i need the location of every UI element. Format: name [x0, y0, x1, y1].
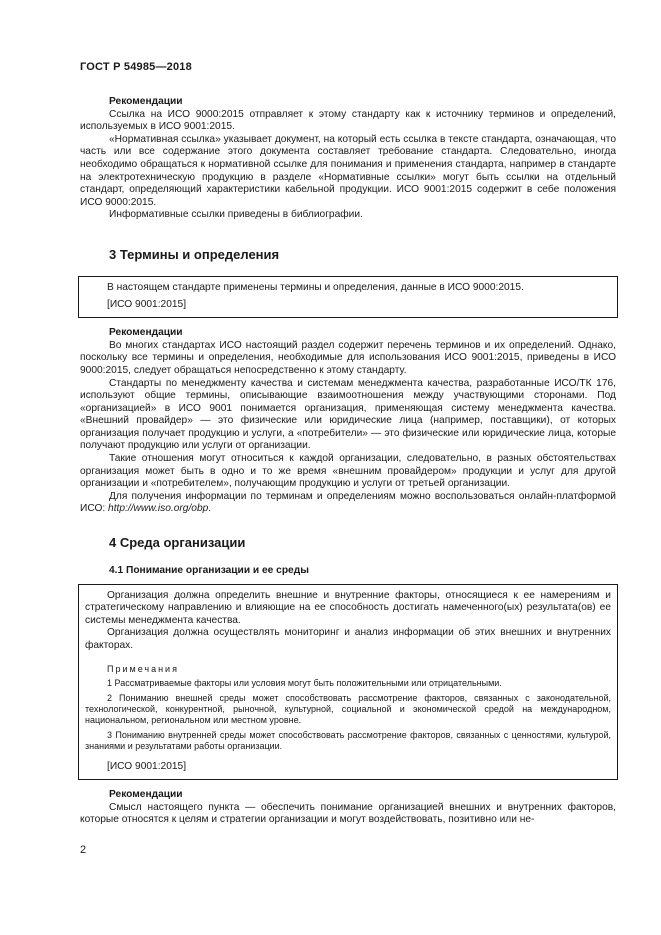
recommendations-title: Рекомендации — [109, 96, 183, 107]
paragraph: Ссылка на ИСО 9000:2015 отправляет к этому стандарту как к источнику терминов и определений, используемых в ИСО 9001:2015. — [80, 108, 616, 133]
box-paragraph: Организация должна определить внешние и внутренние факторы, относящиеся к ее намерениям и стратегическому направлению и влияющие на ее способность достигать намеченного(ых) результата(ов) ее системы менеджмента качества. — [85, 589, 611, 626]
notes-title: Примечания — [107, 663, 179, 674]
box-reference: [ИСО 9001:2015] — [107, 298, 187, 310]
note-item: 3 Пониманию внутренней среды может способствовать рассмотрение факторов, связанных с ценностями, культурой, знаниями и результатами работы организации. — [85, 729, 611, 752]
iso-obp-link[interactable]: http://www.iso.org/obp — [108, 503, 209, 515]
recommendations-title: Рекомендации — [109, 327, 183, 339]
box-reference: [ИСО 9001:2015] — [107, 760, 187, 772]
paragraph: Во многих стандартах ИСО настоящий раздел содержит перечень терминов и их определений. Однако, поскольку все термины и определения, необходимые для использования ИСО 9001:2015, приведены в ИСО 9000:2015, следует обращаться непосредственно к этому стандарту. — [80, 339, 616, 376]
document-code-header: ГОСТ Р 54985—2018 — [80, 61, 192, 73]
paragraph-with-link — [80, 491, 616, 516]
subsection-heading: 4.1 Понимание организации и ее среды — [109, 565, 309, 577]
section-heading-terms: 3 Термины и определения — [109, 246, 280, 262]
requirement-box-terms — [78, 276, 618, 318]
recommendations-title: Рекомендации — [109, 789, 183, 801]
paragraph-text: Для получения информации по терминам и определениям можно воспользоваться онлайн-платформой ИСО: — [80, 490, 616, 515]
page-content — [80, 96, 616, 827]
note-item: 1 Рассматриваемые факторы или условия могут быть положительными или отрицательными. — [107, 678, 502, 689]
box-paragraph: Организация должна осуществлять мониторинг и анализ информации об этих внешних и внутренних факторах. — [85, 627, 611, 651]
requirement-box-context — [78, 584, 618, 781]
note-item: 2 Пониманию внешней среды может способствовать рассмотрение факторов, связанных с законодательной, технологической, конкурентной, рыночной, культурной, социальной и экономической средой на международном, национальном, региональном или местном уровне. — [85, 692, 611, 726]
paragraph: Информативные ссылки приведены в библиографии. — [109, 209, 363, 221]
paragraph: «Нормативная ссылка» указывает документ, на который есть ссылка в тексте стандарта, означающая, что часть или все содержание этого документа составляет требование стандарта. Следовательно, иногда необходимо обращаться к нормативной ссылке для понимания и применения стандарта, например в стандарте на электротехническую продукцию в разделе «Нормативные ссылки» могут быть ссылки на отдельный стандарт, определяющий характеристики кабельной продукции. ИСО 9001:2015 содержит в себе положения ИСО 9000:2015. — [80, 133, 616, 208]
box-text: В настоящем стандарте применены термины и определения, данные в ИСО 9000:2015. — [107, 281, 524, 293]
paragraph-suffix: . — [208, 503, 212, 515]
section-heading-context: 4 Среда организации — [109, 535, 246, 551]
paragraph: Такие отношения могут относиться к каждой организации, следовательно, в разных обстоятельствах организация может быть в одно и то же время «внешним провайдером» продукции и услуг для другой организации и «потребителем», получающим продукцию и услуги от третьей организации. — [80, 453, 616, 490]
paragraph: Смысл настоящего пункта — обеспечить понимание организацией внешних и внутренних факторов, которые относятся к целям и стратегии организации и могут воздействовать, позитивно или не- — [80, 801, 616, 826]
page-number: 2 — [80, 844, 87, 856]
paragraph: Стандарты по менеджменту качества и системам менеджмента качества, разработанные ИСО/ТК 176, используют общие термины, описывающие взаимоотношения между участвующими сторонами. Под «организацией» в ИСО 9001 понимается организация, применяющая систему менеджмента качества. «Внешний провайдер» — это физические или юридические лица (например, поставщики), от которых организация получает продукцию и услуги, а «потребители» — это физические или юридические лица, которые получают продукцию или услуги от организации. — [80, 377, 616, 452]
